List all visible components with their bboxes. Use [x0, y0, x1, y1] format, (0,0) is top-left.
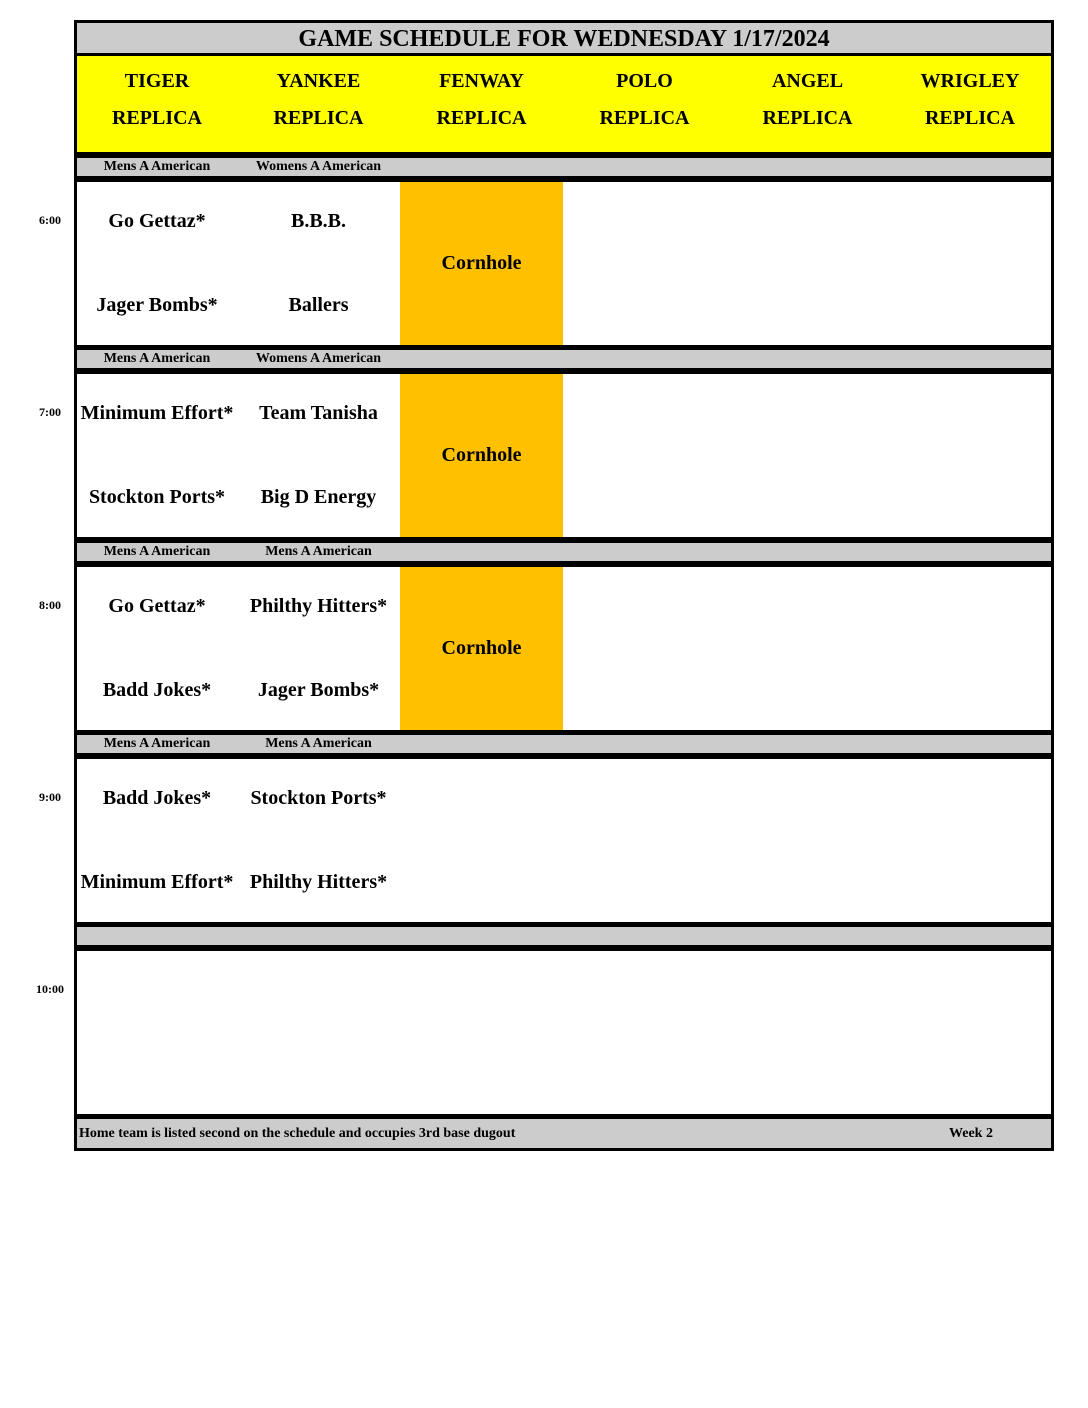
game-cell	[74, 756, 240, 925]
time-label: 10:00	[36, 982, 64, 996]
division-label	[563, 155, 729, 179]
game-cell	[563, 371, 729, 540]
game-cell	[237, 564, 403, 733]
event-cell	[400, 179, 566, 348]
division-label: Mens A American	[74, 347, 240, 371]
division-label: Mens A American	[74, 540, 240, 564]
game-cell	[726, 179, 892, 348]
field-sub: REPLICA	[762, 107, 853, 129]
time-label: 6:00	[39, 213, 61, 227]
game-cell	[237, 179, 403, 348]
field-header-yankee	[237, 56, 403, 155]
away-team: Team Tanisha	[259, 402, 378, 424]
division-label: Womens A American	[237, 347, 403, 371]
field-sub: REPLICA	[111, 107, 202, 129]
division-label	[237, 924, 403, 948]
division-label: Womens A American	[237, 155, 403, 179]
away-team: Stockton Ports*	[250, 787, 387, 809]
home-team: Stockton Ports*	[88, 486, 226, 508]
division-label: Mens A American	[237, 732, 403, 756]
game-cell	[237, 948, 403, 1117]
away-team: Minimum Effort*	[80, 402, 234, 424]
event-name: Cornhole	[441, 637, 522, 659]
division-label: Mens A American	[237, 540, 403, 564]
away-team: Go Gettaz*	[108, 210, 206, 232]
division-label	[400, 540, 566, 564]
field-name: YANKEE	[276, 70, 361, 92]
game-cell	[563, 948, 729, 1117]
time-label: 8:00	[39, 598, 61, 612]
home-team: Badd Jokes*	[102, 679, 212, 701]
event-cell	[400, 564, 566, 733]
field-sub: REPLICA	[599, 107, 690, 129]
away-team: Philthy Hitters*	[249, 595, 388, 617]
field-header-polo	[563, 56, 729, 155]
event-cell	[400, 371, 566, 540]
time-label: 7:00	[39, 405, 61, 419]
field-header-wrigley	[889, 56, 1054, 155]
division-label	[889, 732, 1054, 756]
page-title: GAME SCHEDULE FOR WEDNESDAY 1/17/2024	[74, 20, 1054, 56]
game-cell	[889, 756, 1054, 925]
game-cell	[726, 948, 892, 1117]
game-cell	[400, 756, 566, 925]
game-cell	[726, 756, 892, 925]
event-name: Cornhole	[441, 252, 522, 274]
game-cell	[237, 371, 403, 540]
home-team-note: Home team is listed second on the schedule and occupies 3rd base dugout	[79, 1126, 516, 1141]
field-name: FENWAY	[439, 70, 524, 92]
field-sub: REPLICA	[436, 107, 527, 129]
field-name: TIGER	[124, 70, 190, 92]
field-name: ANGEL	[771, 70, 844, 92]
time-label: 9:00	[39, 790, 61, 804]
game-cell	[889, 179, 1054, 348]
division-label	[726, 924, 892, 948]
field-sub: REPLICA	[273, 107, 364, 129]
division-label	[889, 347, 1054, 371]
game-cell	[74, 948, 240, 1117]
home-team: Jager Bombs*	[96, 294, 218, 316]
field-sub: REPLICA	[924, 107, 1015, 129]
game-cell	[74, 564, 240, 733]
game-cell	[726, 371, 892, 540]
game-cell	[889, 564, 1054, 733]
field-name: WRIGLEY	[920, 70, 1020, 92]
home-team: Philthy Hitters*	[249, 871, 388, 893]
division-label: Mens A American	[74, 155, 240, 179]
game-cell	[400, 948, 566, 1117]
away-team: Badd Jokes*	[102, 787, 212, 809]
division-label	[400, 732, 566, 756]
game-cell	[563, 179, 729, 348]
division-label: Mens A American	[74, 732, 240, 756]
game-cell	[889, 948, 1054, 1117]
footer-bar	[74, 1116, 1054, 1151]
division-label	[726, 347, 892, 371]
game-cell	[563, 756, 729, 925]
home-team: Minimum Effort*	[80, 871, 234, 893]
division-label	[563, 924, 729, 948]
away-team: Go Gettaz*	[108, 595, 206, 617]
division-label	[726, 732, 892, 756]
field-header-tiger	[74, 56, 240, 155]
division-label	[889, 155, 1054, 179]
away-team: B.B.B.	[290, 210, 347, 232]
division-label	[563, 540, 729, 564]
game-cell	[74, 179, 240, 348]
division-label	[400, 155, 566, 179]
week-label: Week 2	[949, 1126, 993, 1141]
home-team: Big D Energy	[260, 486, 377, 508]
division-label	[400, 347, 566, 371]
game-cell	[563, 564, 729, 733]
division-label	[889, 540, 1054, 564]
home-team: Ballers	[288, 294, 349, 316]
game-cell	[237, 756, 403, 925]
game-cell	[74, 371, 240, 540]
division-label	[74, 924, 240, 948]
field-name: POLO	[616, 70, 673, 92]
field-header-fenway	[400, 56, 566, 155]
division-label	[563, 347, 729, 371]
division-label	[400, 924, 566, 948]
division-label	[726, 540, 892, 564]
event-name: Cornhole	[441, 444, 522, 466]
field-header-angel	[726, 56, 892, 155]
division-label	[889, 924, 1054, 948]
game-cell	[726, 564, 892, 733]
game-cell	[889, 371, 1054, 540]
division-label	[563, 732, 729, 756]
division-label	[726, 155, 892, 179]
home-team: Jager Bombs*	[257, 679, 380, 701]
